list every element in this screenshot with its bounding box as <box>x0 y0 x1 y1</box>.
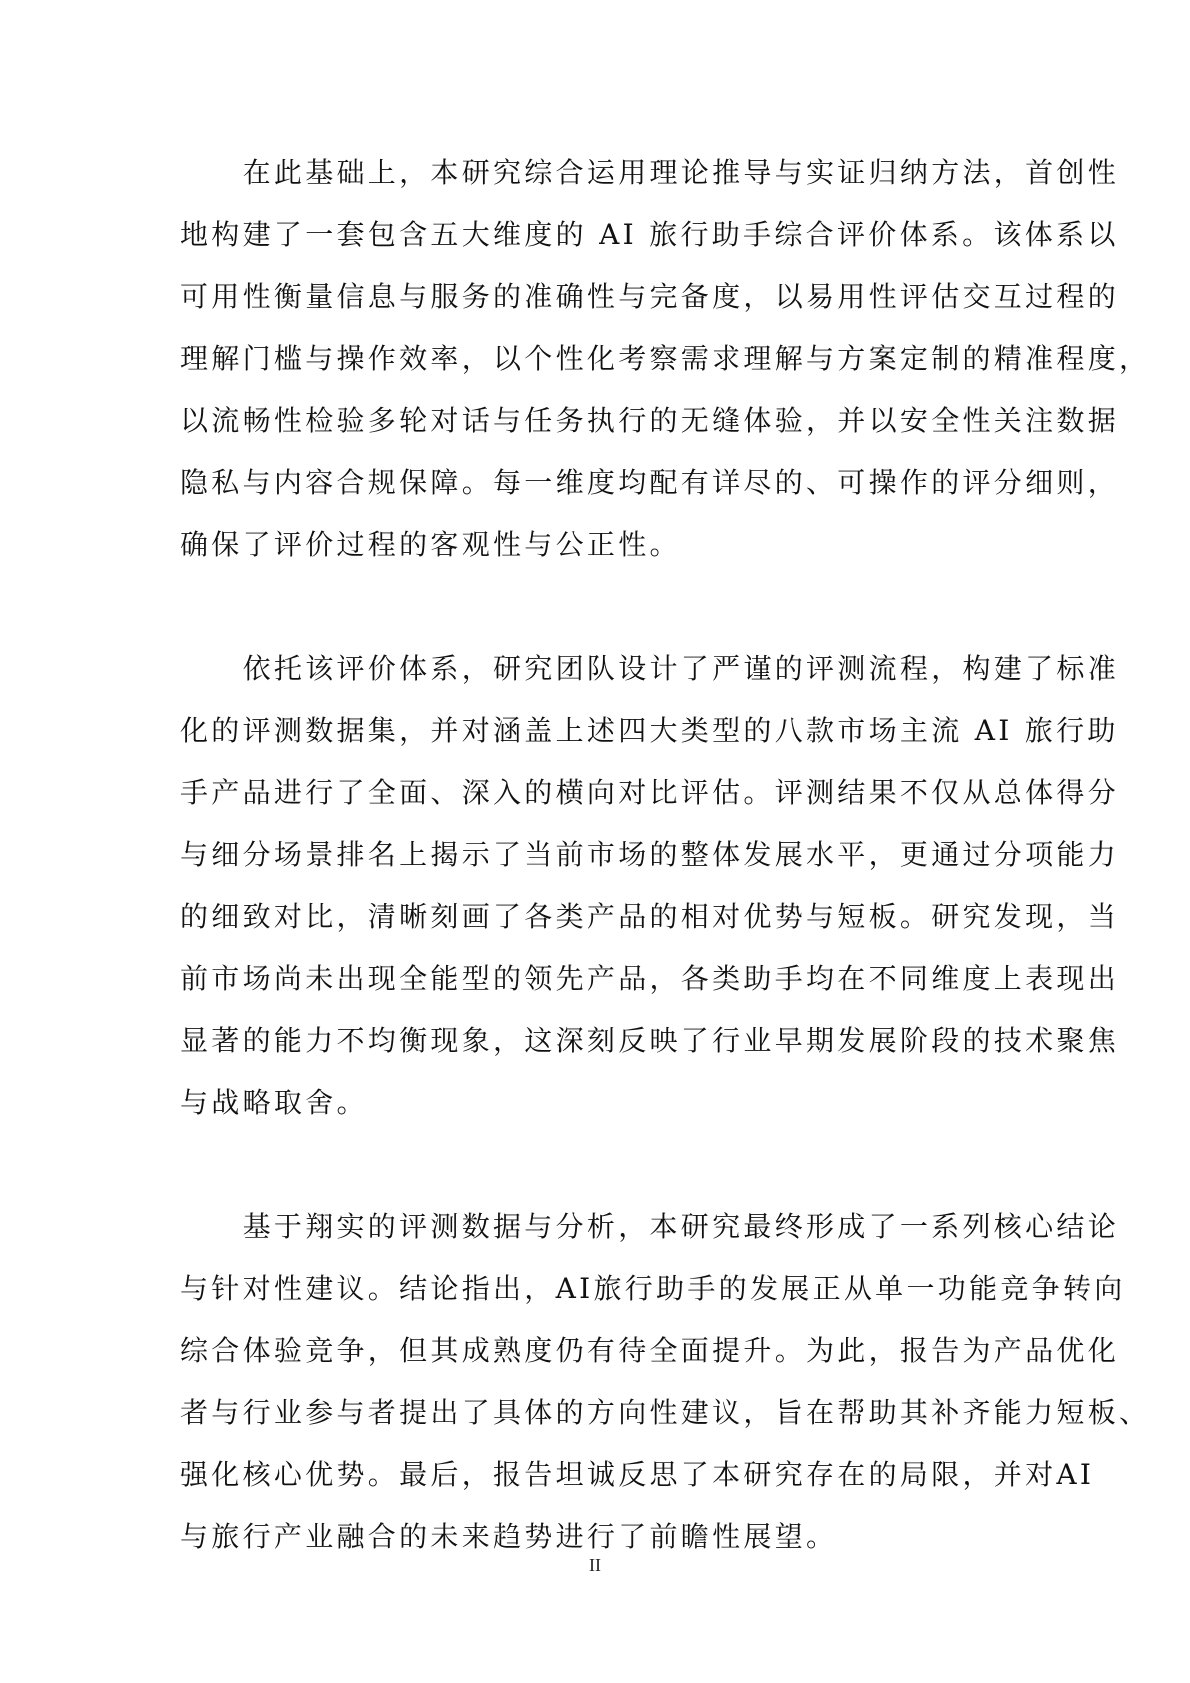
paragraph-2 <box>180 638 1120 1134</box>
paragraph-line: 确保了评价过程的客观性与公正性。 <box>180 528 681 561</box>
paragraph-line: 者与行业参与者提出了具体的方向性建议，旨在帮助其补齐能力短板、 <box>180 1396 1151 1429</box>
paragraph-line: 依托该评价体系，研究团队设计了严谨的评测流程，构建了标准 <box>180 652 1120 685</box>
paragraph-line: 综合体验竞争，但其成熟度仍有待全面提升。为此，报告为产品优化 <box>180 1334 1120 1367</box>
paragraph-line: 与旅行产业融合的未来趋势进行了前瞻性展望。 <box>180 1520 838 1553</box>
paragraph-line: 的细致对比，清晰刻画了各类产品的相对优势与短板。研究发现，当 <box>180 900 1120 933</box>
paragraph-gap <box>180 576 1010 638</box>
paragraph-line: 在此基础上，本研究综合运用理论推导与实证归纳方法，首创性 <box>180 156 1120 189</box>
paragraph-line: 以流畅性检验多轮对话与任务执行的无缝体验，并以安全性关注数据 <box>180 404 1120 437</box>
body-text <box>180 142 1151 1568</box>
paragraph-line: 基于翔实的评测数据与分析，本研究最终形成了一系列核心结论 <box>180 1210 1120 1243</box>
paragraph-gap <box>180 1134 1010 1196</box>
paragraph-line: 与战略取舍。 <box>180 1086 368 1119</box>
paragraph-3 <box>180 1196 1151 1568</box>
page-number: II <box>589 1555 601 1575</box>
paragraph-line: 可用性衡量信息与服务的准确性与完备度，以易用性评估交互过程的 <box>180 280 1120 313</box>
paragraph-line: 前市场尚未出现全能型的领先产品，各类助手均在不同维度上表现出 <box>180 962 1120 995</box>
paragraph-line: 与细分场景排名上揭示了当前市场的整体发展水平，更通过分项能力 <box>180 838 1120 871</box>
paragraph-line: 手产品进行了全面、深入的横向对比评估。评测结果不仅从总体得分 <box>180 776 1120 809</box>
paragraph-line: 理解门槛与操作效率，以个性化考察需求理解与方案定制的精准程度， <box>180 342 1151 375</box>
paragraph-line: 隐私与内容合规保障。每一维度均配有详尽的、可操作的评分细则， <box>180 466 1120 499</box>
paragraph-line: 强化核心优势。最后，报告坦诚反思了本研究存在的局限，并对AI <box>180 1458 1095 1491</box>
paragraph-1 <box>180 142 1151 576</box>
paragraph-line: 化的评测数据集，并对涵盖上述四大类型的八款市场主流 AI 旅行助 <box>180 714 1119 747</box>
paragraph-line: 地构建了一套包含五大维度的 AI 旅行助手综合评价体系。该体系以 <box>180 218 1119 251</box>
paragraph-line: 与针对性建议。结论指出，AI旅行助手的发展正从单一功能竞争转向 <box>180 1272 1126 1305</box>
paragraph-line: 显著的能力不均衡现象，这深刻反映了行业早期发展阶段的技术聚焦 <box>180 1024 1120 1057</box>
